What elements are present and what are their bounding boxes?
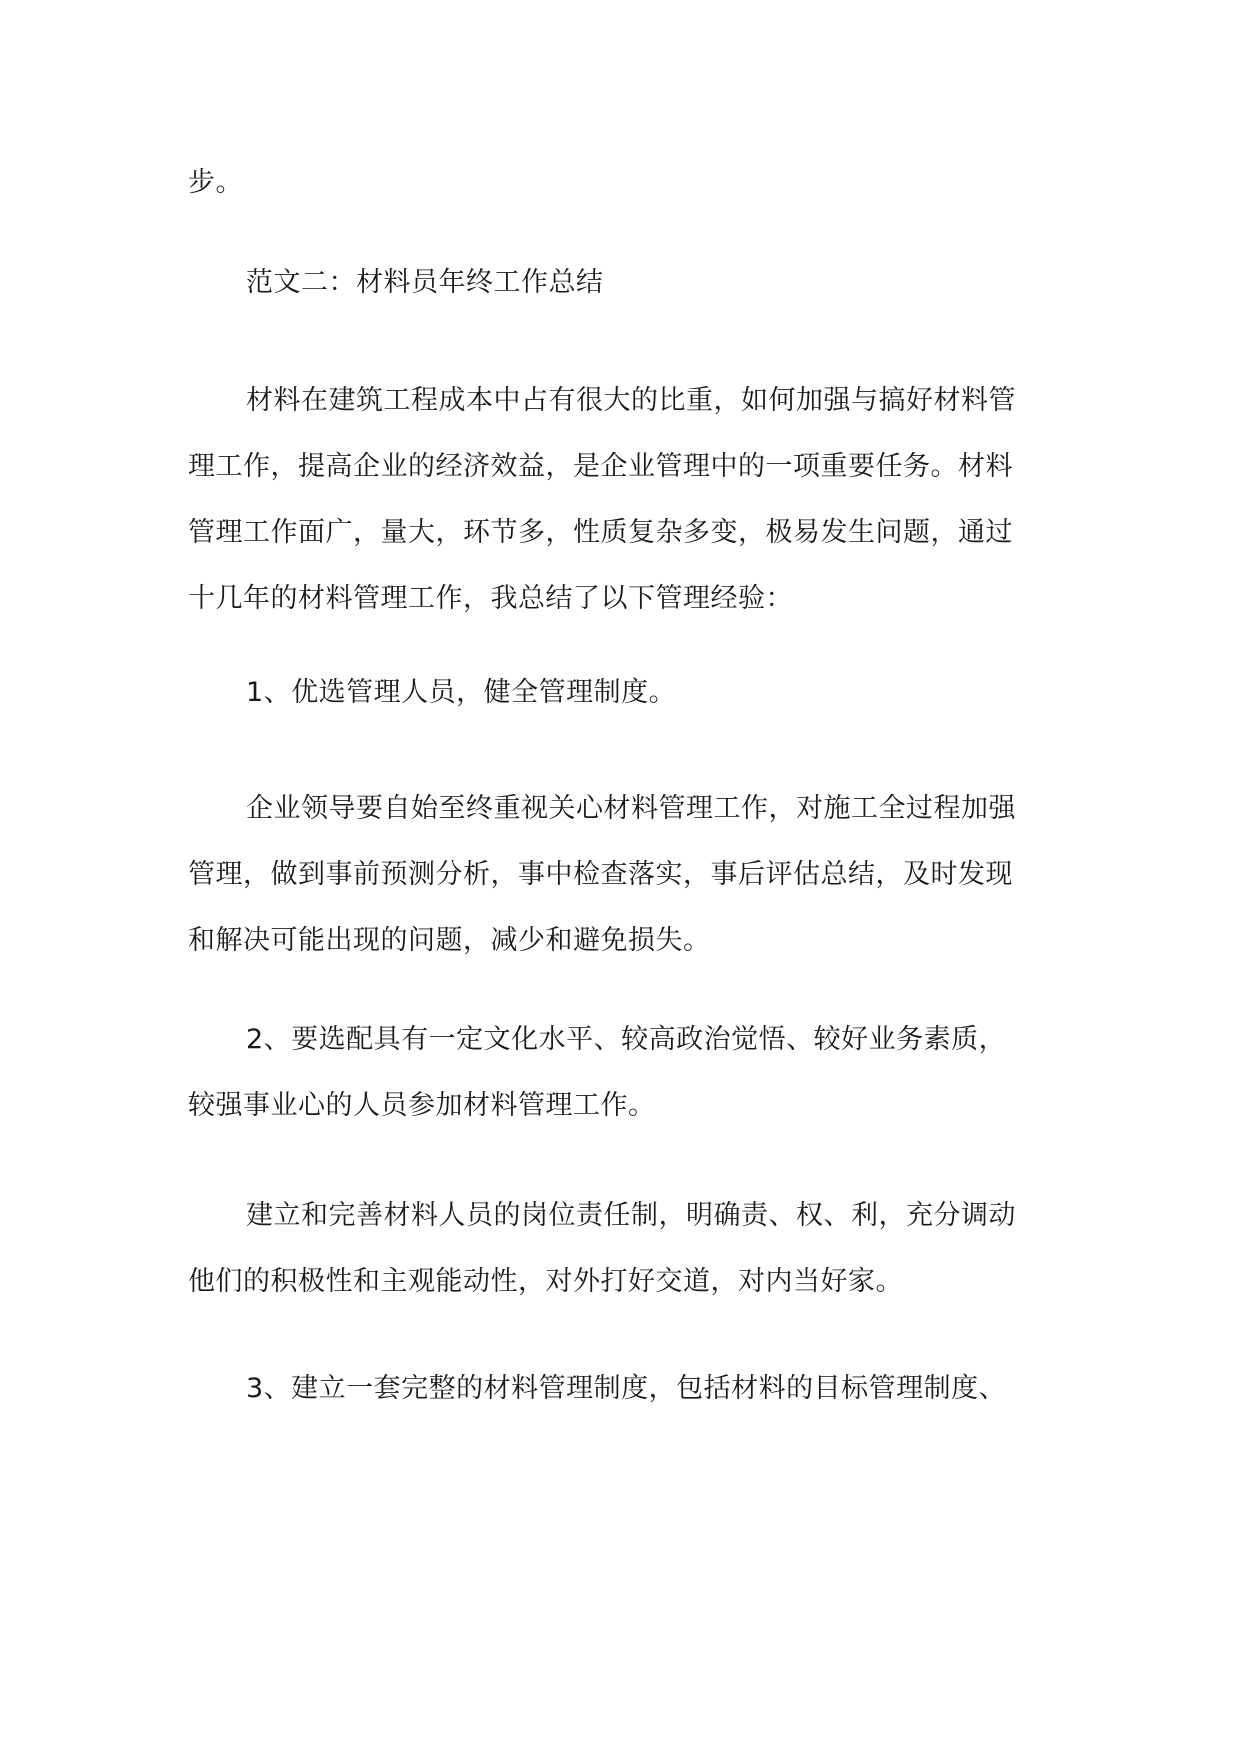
text-line: 理工作，提高企业的经济效益，是企业管理中的一项重要任务。材料 (188, 451, 1013, 482)
list-item-3 (188, 1356, 1058, 1422)
text-line: 1、优选管理人员，健全管理制度。 (246, 677, 677, 708)
list-item-2 (188, 1007, 1058, 1139)
text-line: 十几年的材料管理工作，我总结了以下管理经验： (188, 583, 793, 614)
text-line: 管理工作面广，量大，环节多，性质复杂多变，极易发生问题，通过 (188, 517, 1013, 548)
text-line: 步。 (188, 167, 243, 198)
text-line: 较强事业心的人员参加材料管理工作。 (188, 1090, 656, 1121)
text-line: 企业领导要自始至终重视关心材料管理工作，对施工全过程加强 (246, 793, 1016, 824)
section-heading (188, 250, 1058, 316)
paragraph-responsibility (188, 1183, 1058, 1315)
paragraph-intro (188, 368, 1058, 632)
paragraph-continuation (188, 150, 1058, 216)
text-line: 材料在建筑工程成本中占有很大的比重，如何加强与搞好材料管 (246, 385, 1016, 416)
text-line: 和解决可能出现的问题，减少和避免损失。 (188, 925, 711, 956)
list-item-1 (188, 660, 1058, 726)
paragraph-leadership (188, 776, 1058, 974)
text-line: 2、要选配具有一定文化水平、较高政治觉悟、较好业务素质， (246, 1024, 1007, 1055)
text-line: 建立和完善材料人员的岗位责任制，明确责、权、利，充分调动 (246, 1200, 1016, 1231)
text-line: 他们的积极性和主观能动性，对外打好交道，对内当好家。 (188, 1266, 903, 1297)
text-line: 管理，做到事前预测分析，事中检查落实，事后评估总结，及时发现 (188, 859, 1013, 890)
heading-text: 范文二：材料员年终工作总结 (246, 267, 604, 298)
text-line: 3、建立一套完整的材料管理制度，包括材料的目标管理制度、 (246, 1373, 1007, 1404)
